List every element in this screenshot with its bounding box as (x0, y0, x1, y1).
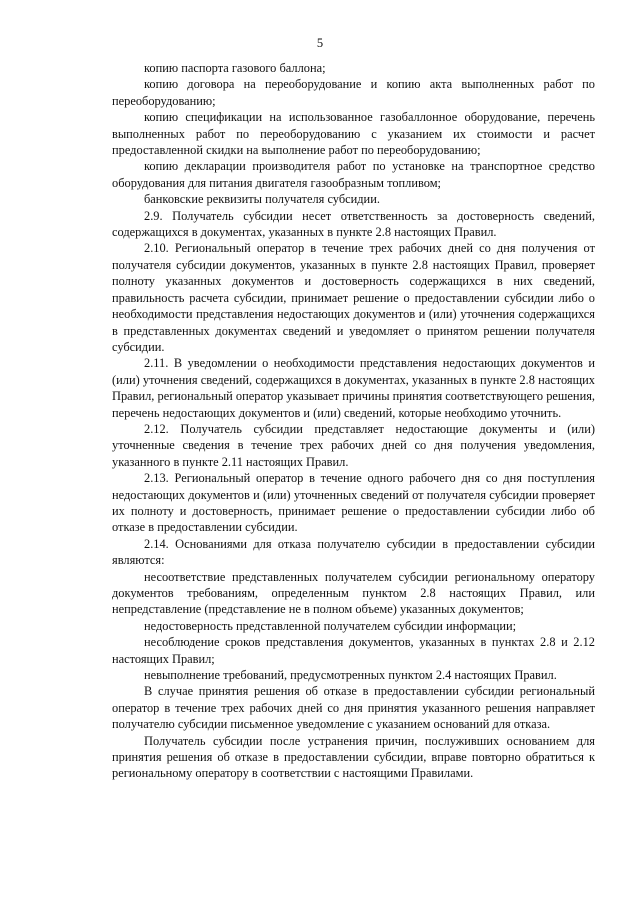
list-item-installer-declaration: копию декларации производителя работ по установке на транспортное средство оборудования для питания двигателя газообразным топливом; (112, 159, 595, 190)
page-number: 5 (316, 36, 324, 50)
list-item-conversion-contract: копию договора на переоборудование и копию акта выполненных работ по переоборудованию; (112, 77, 595, 108)
clause-2-13: 2.13. Региональный оператор в течение одного рабочего дня со дня поступления недостающих документов и (или) уточненных сведений от получателя субсидии проверяет их полноту и достоверность, принимает решение о предоставлении субсидии либо об отказе в предоставлении субсидии. (112, 471, 595, 535)
refusal-ground-noncompliance: несоответствие представленных получателем субсидии региональному оператору документов требованиям, определенным пунктом 2.8 настоящих Правил, или непредставление (представление не в полном объеме) указанных документов; (112, 569, 595, 617)
clause-2-11: 2.11. В уведомлении о необходимости представления недостающих документов и (или) уточнения сведений, содержащихся в документах, указанных в пункте 2.8 настоящих Правил, региональный оператор указывает причины принятия соответствующего решения, перечень недостающих документов и (или) сведений, которые необходимо уточнить. (112, 356, 595, 420)
clause-2-10: 2.10. Региональный оператор в течение трех рабочих дней со дня получения от получателя субсидии документов, указанных в пункте 2.8 настоящих Правил, проверяет полноту указанных документов и достоверность содержащихся в них сведений, правильность расчета субсидии, принимает решение о предоставлении субсидии либо о необходимости представления недостающих документов и (или) уточнения содержащихся в представленных документах сведений и уведомляет о принятом решении получателя субсидии. (112, 241, 595, 354)
clause-2-14: 2.14. Основаниями для отказа получателю субсидии в предоставлении субсидии являются: (112, 536, 595, 568)
clause-2-9: 2.9. Получатель субсидии несет ответственность за достоверность сведений, содержащихся в документах, указанных в пункте 2.8 настоящих Правил. (112, 208, 595, 240)
list-item-bank-details: банковские реквизиты получателя субсидии. (144, 192, 380, 207)
list-item-equipment-specification: копию спецификации на использованное газобаллонное оборудование, перечень выполненных работ по переоборудованию с указанием их стоимости и расчет предоставленной скидки на выполнение работ по переоборудованию; (112, 110, 595, 158)
refusal-ground-requirements: невыполнение требований, предусмотренных пунктом 2.4 настоящих Правил. (144, 668, 557, 683)
refusal-ground-deadlines: несоблюдение сроков представления документов, указанных в пунктах 2.8 и 2.12 настоящих Правил; (112, 635, 595, 666)
refusal-ground-inaccuracy: недостоверность представленной получателем субсидии информации; (144, 618, 517, 633)
clause-2-12: 2.12. Получатель субсидии представляет недостающие документы и (или) уточненные сведения в течение трех рабочих дней со дня получения уведомления, указанного в пункте 2.11 настоящих Правил. (112, 421, 595, 469)
list-item-gas-cylinder-passport: копию паспорта газового баллона; (144, 61, 326, 75)
reapplication-paragraph: Получатель субсидии после устранения причин, послуживших основанием для принятия решения об отказе в предоставлении субсидии, вправе повторно обратиться к региональному оператору в соответствии с настоящими Правилами. (112, 733, 595, 781)
refusal-notification-paragraph: В случае принятия решения об отказе в предоставлении субсидии региональный оператор в течение трех рабочих дней со дня принятия указанного решения направляет получателю субсидии письменное уведомление с указанием оснований для отказа. (112, 684, 595, 732)
document-body (112, 60, 595, 782)
